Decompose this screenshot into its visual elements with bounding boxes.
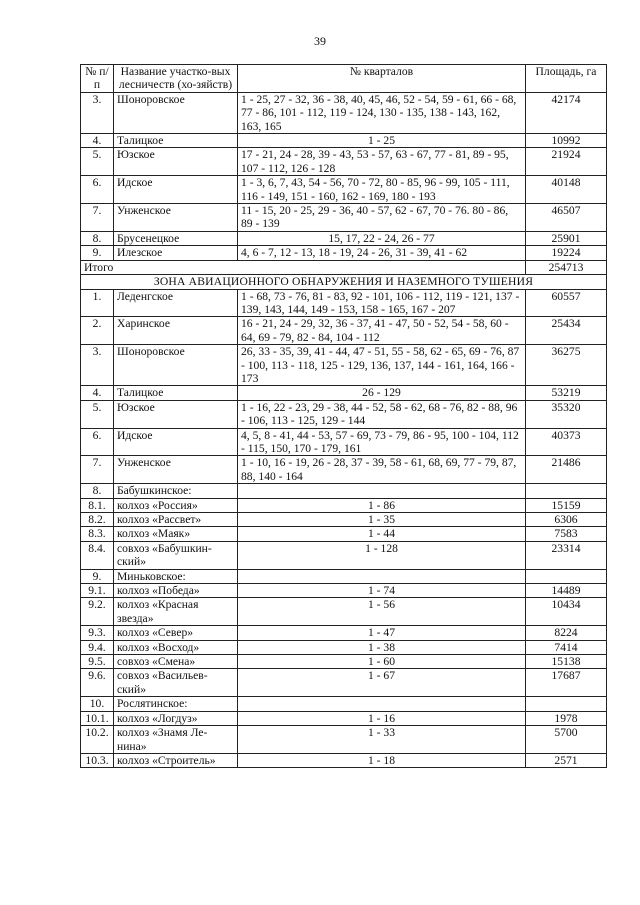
row-quarters: 1 - 56 [238, 598, 526, 626]
row-number: 9.4. [81, 640, 114, 654]
row-name: колхоз «Красная звезда» [114, 598, 238, 626]
header-area: Площадь, га [526, 65, 607, 93]
row-quarters: 4, 5, 8 - 41, 44 - 53, 57 - 69, 73 - 79, 86 - 95, 100 - 104, 112 - 115, 150, 170 - 179, 161 [238, 428, 526, 456]
table-row [81, 386, 607, 400]
row-area: 2571 [526, 753, 607, 767]
row-name: колхоз «Знамя Ле-нина» [114, 726, 238, 754]
row-number: 10.1. [81, 711, 114, 725]
row-area: 7414 [526, 640, 607, 654]
page-number: 39 [314, 34, 326, 48]
row-quarters: 1 - 67 [238, 669, 526, 697]
row-name: Талицкое [114, 134, 238, 148]
row-area: 14489 [526, 584, 607, 598]
table-row [81, 92, 607, 133]
row-quarters: 15, 17, 22 - 24, 26 - 77 [238, 231, 526, 245]
row-area: 25901 [526, 231, 607, 245]
row-name: колхоз «Маяк» [114, 527, 238, 541]
row-area: 53219 [526, 386, 607, 400]
row-quarters: 26, 33 - 35, 39, 41 - 44, 47 - 51, 55 - 58, 62 - 65, 69 - 76, 87 - 100, 113 - 118, 125 - 129, 136, 137, 144 - 161, 164, 166 - 173 [238, 345, 526, 386]
row-quarters: 4, 6 - 7, 12 - 13, 18 - 19, 24 - 26, 31 - 39, 41 - 62 [238, 246, 526, 260]
row-number: 8.3. [81, 527, 114, 541]
row-area: 1978 [526, 711, 607, 725]
table-row [81, 231, 607, 245]
total-label: Итого [81, 260, 526, 274]
row-quarters: 11 - 15, 20 - 25, 29 - 36, 40 - 57, 62 - 67, 70 - 76. 80 - 86, 89 - 139 [238, 204, 526, 232]
row-quarters: 1 - 47 [238, 626, 526, 640]
zone-title: ЗОНА АВИАЦИОННОГО ОБНАРУЖЕНИЯ И НАЗЕМНОГО ТУШЕНИЯ [81, 275, 607, 289]
total-row [81, 260, 607, 274]
row-name: колхоз «Логдуз» [114, 711, 238, 725]
table-row [81, 753, 607, 767]
row-number: 8.4. [81, 541, 114, 569]
row-quarters: 1 - 33 [238, 726, 526, 754]
forestry-table [80, 64, 607, 768]
row-name: Юзское [114, 400, 238, 428]
zone-title-row [81, 275, 607, 289]
table-row [81, 527, 607, 541]
row-number: 10.3. [81, 753, 114, 767]
row-number: 8. [81, 231, 114, 245]
row-area [526, 569, 607, 583]
row-name: Талицкое [114, 386, 238, 400]
row-quarters: 1 - 18 [238, 753, 526, 767]
row-number: 4. [81, 386, 114, 400]
row-quarters [238, 569, 526, 583]
row-name: Харинское [114, 317, 238, 345]
table-row [81, 289, 607, 317]
row-number: 9. [81, 569, 114, 583]
table-row [81, 697, 607, 711]
table-row [81, 569, 607, 583]
row-area: 23314 [526, 541, 607, 569]
row-name: Бабушкинское: [114, 484, 238, 498]
table-row [81, 669, 607, 697]
row-name: Рослятинское: [114, 697, 238, 711]
header-num: № п/п [81, 65, 114, 93]
section-1-body [81, 92, 607, 260]
row-name: Брусенецкое [114, 231, 238, 245]
row-area: 60557 [526, 289, 607, 317]
row-quarters: 1 - 44 [238, 527, 526, 541]
row-number: 7. [81, 204, 114, 232]
row-area: 7583 [526, 527, 607, 541]
row-name: Миньковское: [114, 569, 238, 583]
row-area: 15138 [526, 655, 607, 669]
row-name: Шоноровское [114, 345, 238, 386]
row-area [526, 484, 607, 498]
row-area: 21486 [526, 456, 607, 484]
table-row [81, 148, 607, 176]
row-number: 3. [81, 345, 114, 386]
row-number: 3. [81, 92, 114, 133]
row-name: Идское [114, 428, 238, 456]
row-quarters [238, 697, 526, 711]
table-row [81, 513, 607, 527]
row-number: 9.3. [81, 626, 114, 640]
row-number: 9.2. [81, 598, 114, 626]
table-header-row [81, 65, 607, 93]
table-row [81, 428, 607, 456]
row-area: 42174 [526, 92, 607, 133]
table-row [81, 134, 607, 148]
table-row [81, 726, 607, 754]
row-number: 1. [81, 289, 114, 317]
row-area: 40148 [526, 176, 607, 204]
table-row [81, 484, 607, 498]
table-row [81, 204, 607, 232]
row-area [526, 697, 607, 711]
row-area: 17687 [526, 669, 607, 697]
row-name: Унженское [114, 456, 238, 484]
row-area: 25434 [526, 317, 607, 345]
row-name: колхоз «Строитель» [114, 753, 238, 767]
row-name: Илезское [114, 246, 238, 260]
row-quarters: 17 - 21, 24 - 28, 39 - 43, 53 - 57, 63 - 67, 77 - 81, 89 - 95, 107 - 112, 126 - 128 [238, 148, 526, 176]
row-quarters: 1 - 16, 22 - 23, 29 - 38, 44 - 52, 58 - 62, 68 - 76, 82 - 88, 96 - 106, 113 - 125, 129 - 144 [238, 400, 526, 428]
row-name: совхоз «Бабушкин-ский» [114, 541, 238, 569]
row-name: Идское [114, 176, 238, 204]
row-number: 7. [81, 456, 114, 484]
row-number: 6. [81, 176, 114, 204]
table-row [81, 176, 607, 204]
row-name: Унженское [114, 204, 238, 232]
row-area: 35320 [526, 400, 607, 428]
row-name: колхоз «Восход» [114, 640, 238, 654]
row-quarters: 1 - 128 [238, 541, 526, 569]
row-name: Шоноровское [114, 92, 238, 133]
row-number: 6. [81, 428, 114, 456]
row-name: колхоз «Север» [114, 626, 238, 640]
row-area: 21924 [526, 148, 607, 176]
row-quarters: 1 - 35 [238, 513, 526, 527]
row-number: 8.1. [81, 498, 114, 512]
row-number: 5. [81, 148, 114, 176]
row-number: 8. [81, 484, 114, 498]
header-name: Название участко-вых лесничеств (хо-зяйств) [114, 65, 238, 93]
row-quarters: 1 - 25 [238, 134, 526, 148]
row-name: совхоз «Васильев-ский» [114, 669, 238, 697]
row-number: 10.2. [81, 726, 114, 754]
row-name: Леденгское [114, 289, 238, 317]
table-row [81, 456, 607, 484]
row-number: 9.1. [81, 584, 114, 598]
section-2-body [81, 289, 607, 768]
row-name: Юзское [114, 148, 238, 176]
row-area: 19224 [526, 246, 607, 260]
row-area: 10992 [526, 134, 607, 148]
row-area: 15159 [526, 498, 607, 512]
row-area: 6306 [526, 513, 607, 527]
row-quarters: 16 - 21, 24 - 29, 32, 36 - 37, 41 - 47, 50 - 52, 54 - 58, 60 - 64, 69 - 79, 82 - 84, 104 - 112 [238, 317, 526, 345]
table-row [81, 584, 607, 598]
table-row [81, 640, 607, 654]
row-area: 8224 [526, 626, 607, 640]
row-quarters: 1 - 10, 16 - 19, 26 - 28, 37 - 39, 58 - 61, 68, 69, 77 - 79, 87, 88, 140 - 164 [238, 456, 526, 484]
table-row [81, 345, 607, 386]
table-row [81, 498, 607, 512]
row-number: 10. [81, 697, 114, 711]
row-quarters: 1 - 3, 6, 7, 43, 54 - 56, 70 - 72, 80 - 85, 96 - 99, 105 - 111, 116 - 149, 151 - 160, 162 - 169, 180 - 193 [238, 176, 526, 204]
row-quarters: 1 - 74 [238, 584, 526, 598]
total-area: 254713 [526, 260, 607, 274]
row-number: 9.6. [81, 669, 114, 697]
row-quarters: 1 - 86 [238, 498, 526, 512]
row-number: 9. [81, 246, 114, 260]
table-row [81, 626, 607, 640]
row-area: 5700 [526, 726, 607, 754]
table-row [81, 655, 607, 669]
row-quarters: 1 - 16 [238, 711, 526, 725]
row-number: 2. [81, 317, 114, 345]
row-quarters: 1 - 68, 73 - 76, 81 - 83, 92 - 101, 106 - 112, 119 - 121, 137 - 139, 143, 144, 149 - 153, 158 - 165, 167 - 207 [238, 289, 526, 317]
row-number: 8.2. [81, 513, 114, 527]
row-quarters: 1 - 25, 27 - 32, 36 - 38, 40, 45, 46, 52 - 54, 59 - 61, 66 - 68, 77 - 86, 101 - 112, 119 - 124, 130 - 135, 138 - 143, 162, 163, 165 [238, 92, 526, 133]
row-number: 9.5. [81, 655, 114, 669]
row-quarters: 26 - 129 [238, 386, 526, 400]
row-area: 46507 [526, 204, 607, 232]
table-row [81, 400, 607, 428]
row-area: 36275 [526, 345, 607, 386]
row-quarters [238, 484, 526, 498]
header-quarters: № кварталов [238, 65, 526, 93]
row-name: колхоз «Рассвет» [114, 513, 238, 527]
table-row [81, 317, 607, 345]
row-quarters: 1 - 38 [238, 640, 526, 654]
row-area: 40373 [526, 428, 607, 456]
table-row [81, 246, 607, 260]
row-name: колхоз «Россия» [114, 498, 238, 512]
table-row [81, 541, 607, 569]
row-name: колхоз «Победа» [114, 584, 238, 598]
table-row [81, 598, 607, 626]
table-row [81, 711, 607, 725]
row-name: совхоз «Смена» [114, 655, 238, 669]
row-number: 5. [81, 400, 114, 428]
row-quarters: 1 - 60 [238, 655, 526, 669]
row-area: 10434 [526, 598, 607, 626]
row-number: 4. [81, 134, 114, 148]
